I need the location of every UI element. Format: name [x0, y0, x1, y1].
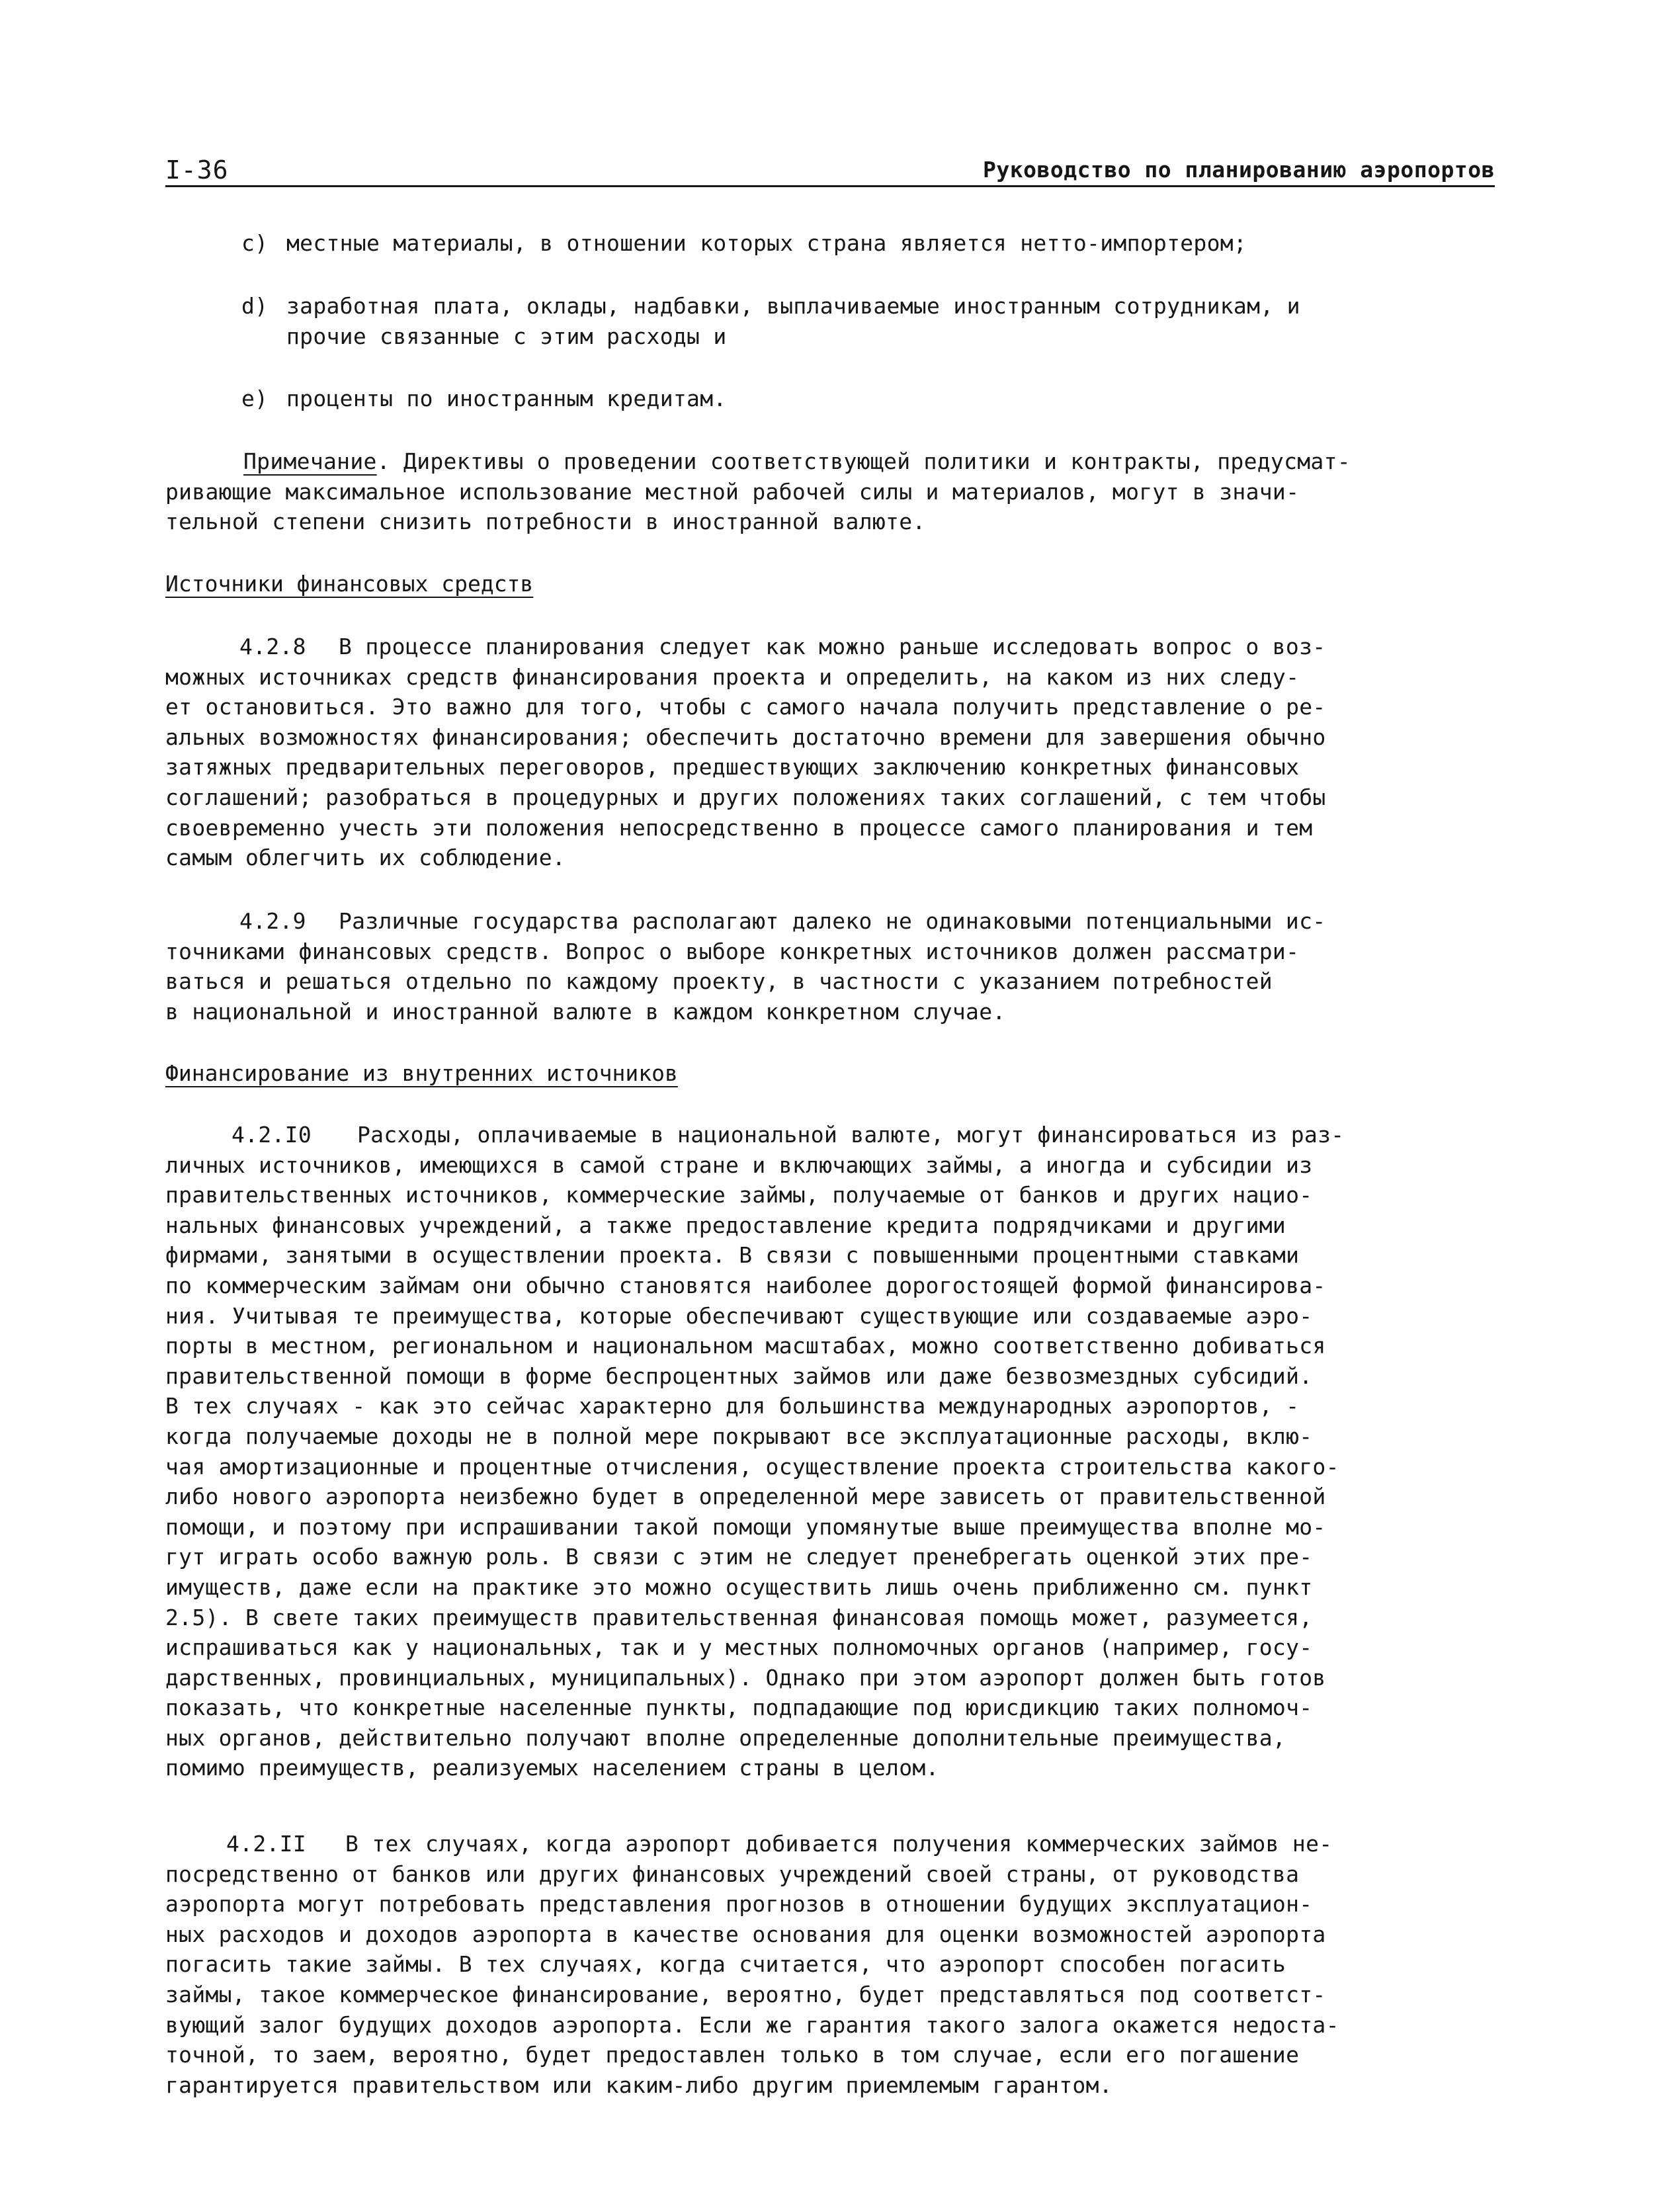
- paragraph-text: личных источников, имеющихся в самой стране и включающих займы, а иногда и субсидии из: [165, 1152, 1313, 1178]
- paragraph-4-2-10: [165, 1120, 1501, 1783]
- paragraph-text: испрашиваться как у национальных, так и у местных полномочных органов (например, госу-: [165, 1634, 1313, 1661]
- paragraph-text: самым облегчить их соблюдение.: [165, 845, 566, 871]
- paragraph-text: В процессе планирования следует как можно раньше исследовать вопрос о воз-: [339, 634, 1326, 659]
- paragraph-4-2-11: [165, 1829, 1501, 2100]
- list-item-d: [0, 291, 1680, 351]
- paragraph-text: В тех случаях, когда аэропорт добивается получения коммерческих займов не-: [345, 1831, 1333, 1857]
- paragraph-text: можных источниках средств финансирования проекта и определить, на каком из них следу-: [165, 663, 1300, 690]
- paragraph-text: посредственно от банков или других финансовых учреждений своей страны, от руководства: [165, 1861, 1300, 1887]
- paragraph-text: ет остановиться. Это важно для того, чтобы с самого начала получить представление о ре-: [165, 694, 1326, 720]
- list-item-letter: d): [241, 293, 269, 319]
- list-item-text: заработная плата, оклады, надбавки, выплачиваемые иностранным сотрудникам, и: [286, 293, 1300, 319]
- paragraph-text: точниками финансовых средств. Вопрос о выборе конкретных источников должен рассматри-: [165, 938, 1300, 964]
- paragraph-text: имуществ, даже если на практике это можно осуществить лишь очень приближенно см. пункт: [165, 1574, 1313, 1600]
- paragraph-4-2-9: [165, 906, 1501, 1027]
- paragraph-text: альных возможностях финансирования; обеспечить достаточно времени для завершения обычно: [165, 724, 1326, 750]
- paragraph-text: правительственной помощи в форме беспроцентных займов или даже безвозмездных субсидий.: [165, 1363, 1313, 1389]
- paragraph-number: 4.2.II: [226, 1831, 307, 1857]
- paragraph-text: гарантируется правительством или каким-либо другим приемлемым гарантом.: [165, 2072, 1113, 2098]
- paragraph-text: помощи, и поэтому при испрашивании такой помощи упомянутые выше преимущества вполне мо-: [165, 1513, 1326, 1540]
- paragraph-text: нальных финансовых учреждений, а также предоставление кредита подрядчиками и другими: [165, 1212, 1286, 1238]
- note-text: . Директивы о проведении соответствующей политики и контракты, предусмат-: [376, 448, 1351, 474]
- list-item-text: проценты по иностранным кредитам.: [286, 386, 727, 411]
- paragraph-text: соглашений; разобраться в процедурных и других положениях таких соглашений, с тем чтобы: [165, 784, 1326, 810]
- paragraph-text: ных расходов и доходов аэропорта в качестве основания для оценки возможностей аэропорта: [165, 1921, 1326, 1947]
- paragraph-text: ваться и решаться отдельно по каждому проекту, в частности с указанием потребностей: [165, 968, 1273, 995]
- list-item-text: прочие связанные с этим расходы и: [286, 323, 727, 349]
- note-paragraph: [165, 446, 1501, 537]
- paragraph-text: ных органов, действительно получают вполне определенные дополнительные преимущества,: [165, 1724, 1286, 1751]
- list-item-c: [0, 228, 1680, 259]
- paragraph-text: В тех случаях - как это сейчас характерно для большинства международных аэропортов, -: [165, 1393, 1300, 1419]
- paragraph-text: когда получаемые доходы не в полной мере покрывают все эксплуатационные расходы, вклю-: [165, 1423, 1313, 1449]
- paragraph-text: чая амортизационные и процентные отчисления, осуществление проекта строительства какого-: [165, 1453, 1339, 1480]
- paragraph-text: точной, то заем, вероятно, будет предоставлен только в том случае, если его погашение: [165, 2042, 1300, 2068]
- running-title: Руководство по планированию аэропортов: [983, 157, 1495, 183]
- paragraph-text: дарственных, провинциальных, муниципальных). Однако при этом аэропорт должен быть готов: [165, 1664, 1326, 1691]
- paragraph-text: ния. Учитывая те преимущества, которые обеспечивают существующие или создаваемые аэро-: [165, 1302, 1313, 1329]
- page-number: I-36: [165, 155, 229, 185]
- paragraph-text: порты в местном, региональном и национальном масштабах, можно соответственно добиваться: [165, 1333, 1326, 1359]
- paragraph-text: по коммерческим займам они обычно становятся наиболее дорогостоящей формой финансирова-: [165, 1272, 1326, 1298]
- paragraph-number: 4.2.I0: [231, 1122, 312, 1148]
- paragraph-text: либо нового аэропорта неизбежно будет в определенной мере зависеть от правительственной: [165, 1484, 1326, 1510]
- list-item-e: [0, 384, 1680, 414]
- paragraph-text: погасить такие займы. В тех случаях, когда считается, что аэропорт способен погасить: [165, 1951, 1286, 1978]
- page-header: [165, 151, 1495, 187]
- paragraph-text: помимо преимуществ, реализуемых населением страны в целом.: [165, 1755, 939, 1781]
- list-item-text: местные материалы, в отношении которых страна является нетто-импортером;: [286, 230, 1247, 256]
- paragraph-text: Расходы, оплачиваемые в национальной валюте, могут финансироваться из раз-: [357, 1122, 1345, 1148]
- paragraph-text: фирмами, занятыми в осуществлении проекта. В связи с повышенными процентными ставками: [165, 1242, 1300, 1269]
- paragraph-text: затяжных предварительных переговоров, предшествующих заключению конкретных финансовых: [165, 754, 1300, 780]
- paragraph-text: гут играть особо важную роль. В связи с этим не следует пренебрегать оценкой этих пре-: [165, 1544, 1313, 1570]
- section-heading: Источники финансовых средств: [165, 571, 534, 597]
- note-label: Примечание: [243, 448, 377, 474]
- paragraph-text: вующий залог будущих доходов аэропорта. Если же гарантия такого залога окажется недоста-: [165, 2011, 1339, 2038]
- list-item-letter: c): [241, 230, 269, 256]
- paragraph-number: 4.2.8: [239, 634, 306, 659]
- note-text: ривающие максимальное использование местной рабочей силы и материалов, могут в значи-: [165, 478, 1300, 505]
- paragraph-text: 2.5). В свете таких преимуществ правительственная финансовая помощь может, разумеется,: [165, 1604, 1313, 1630]
- note-text: тельной степени снизить потребности в иностранной валюте.: [165, 509, 926, 535]
- paragraph-text: аэропорта могут потребовать представления прогнозов в отношении будущих эксплуатацион-: [165, 1891, 1313, 1917]
- paragraph-text: правительственных источников, коммерческие займы, получаемые от банков и других нацио-: [165, 1182, 1313, 1208]
- paragraph-text: показать, что конкретные населенные пункты, подпадающие под юрисдикцию таких полномоч-: [165, 1695, 1313, 1721]
- section-heading: Финансирование из внутренних источников: [165, 1060, 678, 1086]
- paragraph-text: Различные государства располагают далеко не одинаковыми потенциальными ис-: [339, 908, 1326, 934]
- paragraph-text: в национальной и иностранной валюте в каждом конкретном случае.: [165, 998, 1006, 1025]
- paragraph-text: своевременно учесть эти положения непосредственно в процессе самого планирования и тем: [165, 814, 1313, 841]
- list-item-letter: e): [241, 386, 269, 411]
- paragraph-4-2-8: [165, 632, 1501, 873]
- paragraph-text: займы, такое коммерческое финансирование, вероятно, будет представляться под соответст-: [165, 1981, 1326, 2007]
- paragraph-number: 4.2.9: [239, 908, 306, 934]
